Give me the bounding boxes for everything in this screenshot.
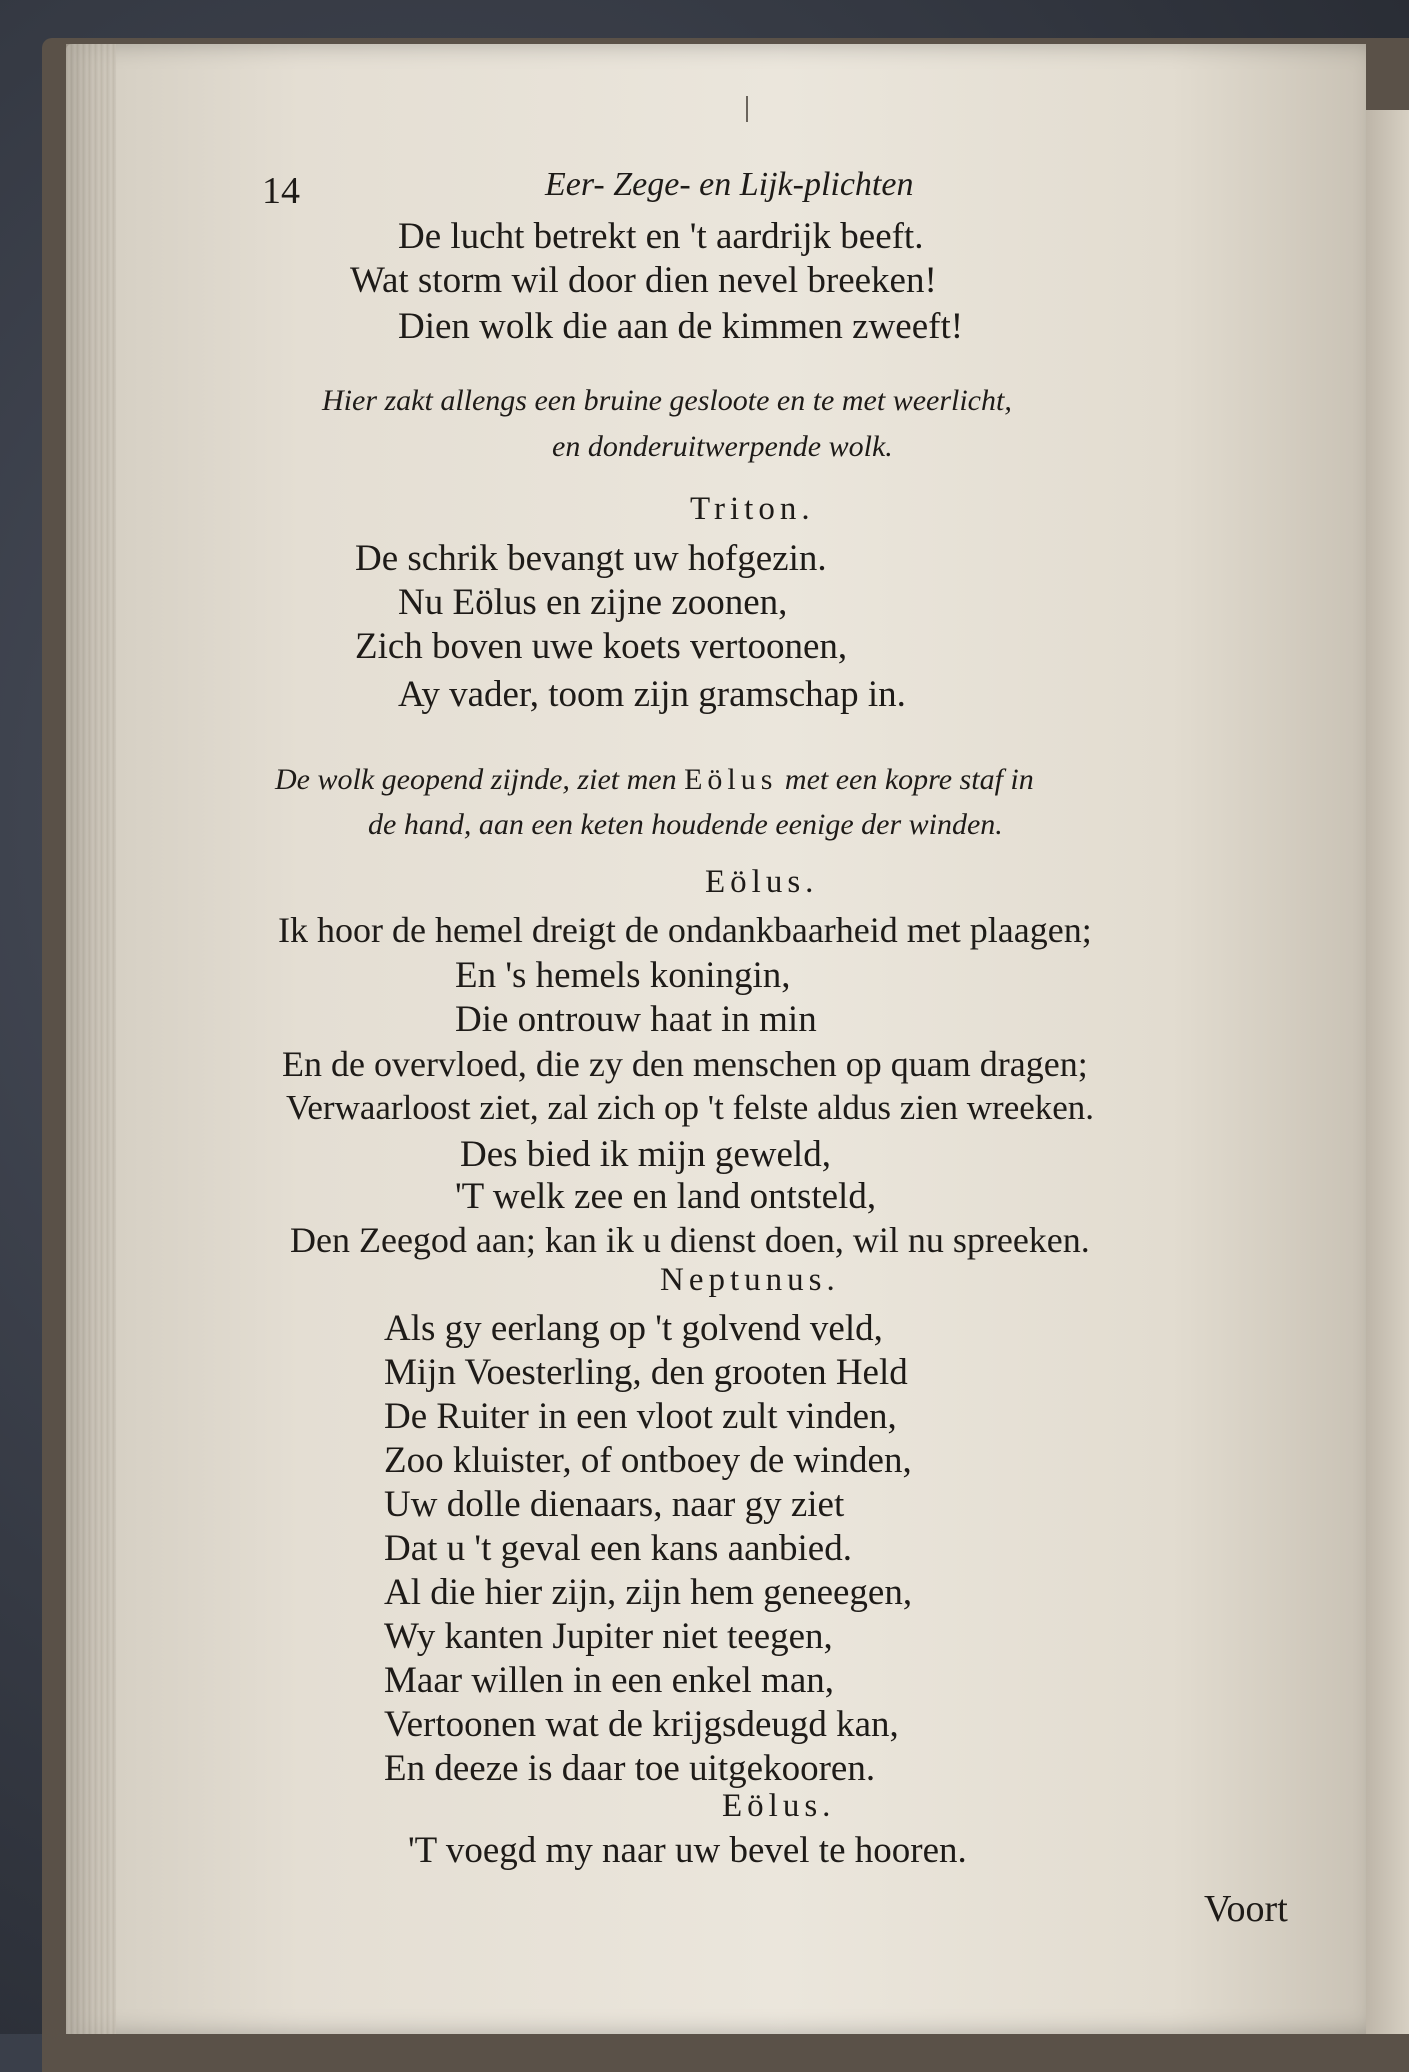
verse-line: Den Zeegod aan; kan ik u dienst doen, wil nu spreeken. (290, 1220, 1090, 1260)
verse-line: Des bied ik mijn geweld, (460, 1134, 831, 1175)
verse-line: En de overvloed, die zy den menschen op quam dragen; (282, 1044, 1088, 1084)
verse-line: Uw dolle dienaars, naar gy ziet (384, 1484, 845, 1525)
verse-line: Zich boven uwe koets vertoonen, (355, 626, 848, 667)
verse-line: En 's hemels koningin, (455, 955, 791, 996)
facing-page-edge (1366, 110, 1409, 2034)
character-name: Eölus (684, 763, 778, 796)
verse-line: Al die hier zijn, zijn hem geneegen, (384, 1572, 913, 1613)
verse-line: 'T voegd my naar uw bevel te hooren. (408, 1830, 967, 1871)
page-number: 14 (262, 170, 300, 212)
stage-direction-text: De wolk geopend zijnde, ziet men (275, 763, 677, 796)
speaker-name: Neptunus. (660, 1262, 840, 1298)
verse-line: Die ontrouw haat in min (455, 999, 817, 1040)
verse-line: Wat storm wil door dien nevel breeken! (350, 260, 937, 301)
verse-line: Vertoonen wat de krijgsdeugd kan, (384, 1704, 899, 1745)
verse-line: Verwaarloost ziet, zal zich op 't felste aldus zien wreeken. (286, 1088, 1095, 1127)
gutter-mark (746, 96, 748, 122)
verse-line: De Ruiter in een vloot zult vinden, (384, 1396, 897, 1437)
verse-line: Dien wolk die aan de kimmen zweeft! (398, 306, 964, 347)
stage-direction: de hand, aan een keten houdende eenige der winden. (368, 808, 1003, 841)
verse-line: Ik hoor de hemel dreigt de ondankbaarheid met plaagen; (278, 910, 1092, 950)
verse-line: Nu Eölus en zijne zoonen, (398, 582, 788, 623)
verse-line: Wy kanten Jupiter niet teegen, (384, 1616, 833, 1657)
verse-line: Als gy eerlang op 't golvend veld, (384, 1308, 883, 1349)
verse-line: Zoo kluister, of ontboey de winden, (384, 1440, 912, 1481)
verse-line: Dat u 't geval een kans aanbied. (384, 1528, 852, 1569)
page-edges (66, 44, 116, 2034)
catchword: Voort (1204, 1888, 1288, 1930)
verse-line: De schrik bevangt uw hofgezin. (355, 538, 827, 579)
speaker-name: Eölus. (722, 1788, 836, 1824)
verse-line: Maar willen in een enkel man, (384, 1660, 834, 1701)
verse-line: En deeze is daar toe uitgekooren. (384, 1748, 876, 1789)
speaker-name: Eölus. (705, 864, 819, 900)
verse-line: Ay vader, toom zijn gramschap in. (398, 674, 906, 715)
verse-line: De lucht betrekt en 't aardrijk beeft. (398, 216, 924, 257)
running-title: Eer- Zege- en Lijk-plichten (545, 166, 914, 203)
verse-line: 'T welk zee en land ontsteld, (455, 1176, 877, 1217)
stage-direction: Hier zakt allengs een bruine gesloote en te met weerlicht, (322, 384, 1012, 417)
speaker-name: Triton. (690, 491, 815, 527)
stage-direction: en donderuitwerpende wolk. (552, 430, 893, 463)
verse-line: Mijn Voesterling, den grooten Held (384, 1352, 908, 1393)
stage-direction (275, 765, 1034, 795)
stage-direction-text: met een kopre staf in (784, 763, 1034, 796)
